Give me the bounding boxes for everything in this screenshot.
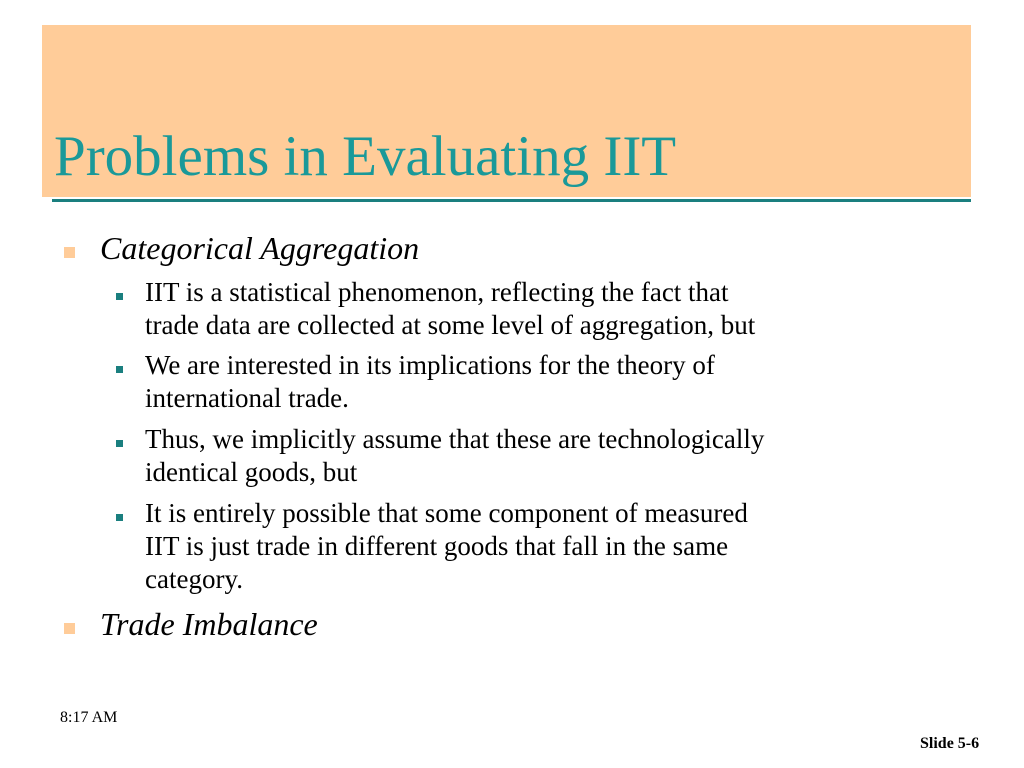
footer-time: 8:17 AM bbox=[60, 709, 118, 726]
title-band bbox=[42, 25, 971, 197]
sub-bullet-text: identical goods, but bbox=[145, 457, 358, 487]
sub-bullet-text: We are interested in its implications for the theory of bbox=[145, 350, 715, 380]
sub-bullet-text: IIT is just trade in different goods that fall in the same bbox=[145, 531, 729, 561]
bullet-categorical-aggregation: Categorical Aggregation bbox=[100, 230, 420, 266]
sub-bullet-square-icon bbox=[116, 366, 123, 373]
sub-bullet-text: It is entirely possible that some component of measured bbox=[145, 498, 748, 528]
bullet-trade-imbalance: Trade Imbalance bbox=[100, 606, 318, 642]
sub-bullet-text: international trade. bbox=[145, 383, 349, 413]
slide-number: Slide 5-6 bbox=[920, 735, 980, 752]
sub-bullet-square-icon bbox=[116, 514, 123, 521]
bullet-square-icon bbox=[64, 247, 75, 258]
sub-bullet-text: category. bbox=[145, 564, 243, 594]
sub-bullet-text: trade data are collected at some level of aggregation, but bbox=[145, 310, 756, 340]
sub-bullet-text: Thus, we implicitly assume that these are technologically bbox=[145, 424, 765, 454]
sub-bullet-text: IIT is a statistical phenomenon, reflecting the fact that bbox=[145, 277, 729, 307]
title-divider bbox=[52, 199, 971, 202]
slide-title: Problems in Evaluating IIT bbox=[54, 125, 677, 188]
sub-bullet-square-icon bbox=[116, 440, 123, 447]
bullet-square-icon bbox=[64, 623, 75, 634]
sub-bullet-square-icon bbox=[116, 293, 123, 300]
